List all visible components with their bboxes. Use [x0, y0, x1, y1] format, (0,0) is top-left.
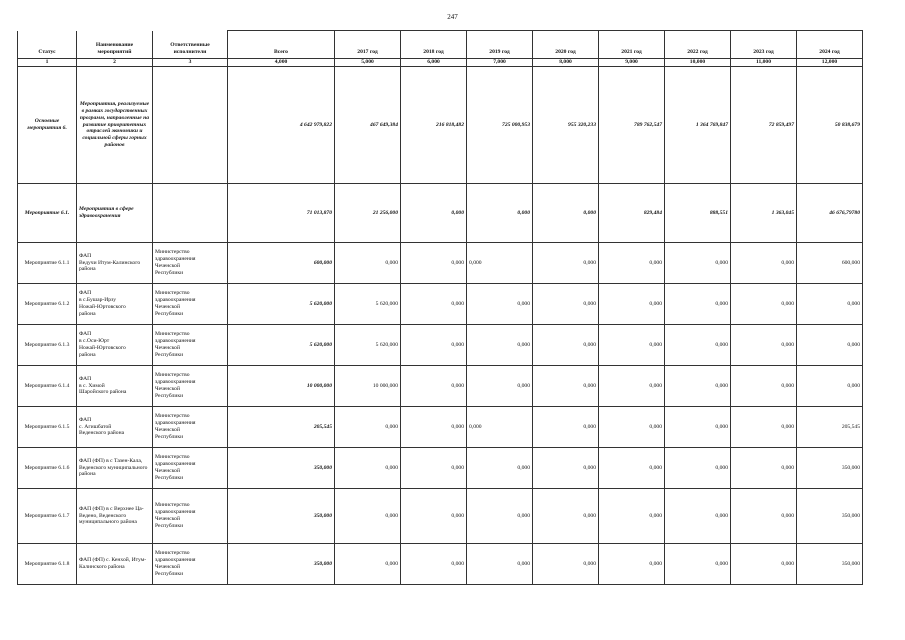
- header-year: 2022 год: [665, 31, 731, 59]
- column-number: 1: [18, 59, 77, 67]
- row-name: ФАП (ФП) в с Тазен-Кала, Веденского муниципального района: [77, 448, 153, 489]
- header-row: [18, 31, 863, 59]
- header-total: Всего: [228, 31, 335, 59]
- row-value: 0,000: [401, 448, 467, 489]
- row-status: Мероприятие 6.1.5: [18, 407, 77, 448]
- table-row: [18, 407, 863, 448]
- header-name: Наименование мероприятий: [77, 31, 153, 59]
- row-value: 955 320,233: [533, 67, 599, 184]
- row-value: 1 363,045: [731, 184, 797, 243]
- row-value: 350,000: [797, 489, 863, 544]
- table-row: [18, 284, 863, 325]
- row-value: 5 620,000: [335, 284, 401, 325]
- row-value: 50 838,679: [797, 67, 863, 184]
- row-status: Мероприятие 6.1.: [18, 184, 77, 243]
- row-name: ФАП (ФП) в с Верхнее Ца- Ведено, Веденского муниципального района: [77, 489, 153, 544]
- row-total: 71 013,870: [228, 184, 335, 243]
- row-name: ФАП (ФП) с. Кенхой, Итум-Калинского района: [77, 544, 153, 585]
- row-value: 350,000: [797, 544, 863, 585]
- row-value: 0,000: [467, 489, 533, 544]
- row-value: 0,000: [533, 184, 599, 243]
- row-value: 0,000: [599, 284, 665, 325]
- row-name: ФАП в с.Оси-Юрт Ножай-Юртовского района: [77, 325, 153, 366]
- row-value: 0,000: [401, 325, 467, 366]
- row-value: 0,000: [401, 243, 467, 284]
- row-value: 46 676,79780: [797, 184, 863, 243]
- row-value: 0,000: [335, 544, 401, 585]
- row-status: Мероприятие 6.1.4: [18, 366, 77, 407]
- row-value: 0,000: [467, 243, 533, 284]
- row-executors: Министерство здравоохранения Чеченской Республики: [153, 243, 228, 284]
- table-row: [18, 184, 863, 243]
- row-executors: Министерство здравоохранения Чеченской Республики: [153, 489, 228, 544]
- row-value: 0,000: [533, 544, 599, 585]
- column-number: 6,000: [401, 59, 467, 67]
- row-value: 0,000: [533, 284, 599, 325]
- row-total: 10 000,000: [228, 366, 335, 407]
- column-number: 11,000: [731, 59, 797, 67]
- row-value: 216 818,482: [401, 67, 467, 184]
- row-value: 0,000: [335, 407, 401, 448]
- row-value: 0,000: [533, 448, 599, 489]
- row-value: 72 859,497: [731, 67, 797, 184]
- row-value: 0,000: [731, 284, 797, 325]
- column-number: 7,000: [467, 59, 533, 67]
- row-executors: Министерство здравоохранения Чеченской Республики: [153, 366, 228, 407]
- header-executors: Ответственные исполнители: [153, 31, 228, 59]
- row-value: 0,000: [731, 407, 797, 448]
- row-value: 0,000: [335, 448, 401, 489]
- row-total: 350,000: [228, 489, 335, 544]
- column-number: 4,000: [228, 59, 335, 67]
- row-value: 725 000,953: [467, 67, 533, 184]
- table-row: [18, 544, 863, 585]
- row-status: Мероприятие 6.1.8: [18, 544, 77, 585]
- header-year: 2024 год: [797, 31, 863, 59]
- row-value: 0,000: [401, 366, 467, 407]
- row-value: 10 000,000: [335, 366, 401, 407]
- column-number: 2: [77, 59, 153, 67]
- row-value: 0,000: [797, 366, 863, 407]
- row-value: 205,545: [797, 407, 863, 448]
- header-year: 2021 год: [599, 31, 665, 59]
- column-number-row: [18, 59, 863, 67]
- header-year: 2020 год: [533, 31, 599, 59]
- row-value: 0,000: [731, 448, 797, 489]
- row-value: 0,000: [533, 243, 599, 284]
- row-total: 4 642 979,822: [228, 67, 335, 184]
- row-executors: [153, 67, 228, 184]
- row-value: 0,000: [731, 325, 797, 366]
- row-value: 0,000: [401, 184, 467, 243]
- row-value: 0,000: [599, 448, 665, 489]
- budget-table: [17, 30, 863, 585]
- row-value: 0,000: [533, 325, 599, 366]
- row-executors: Министерство здравоохранения Чеченской Республики: [153, 325, 228, 366]
- row-total: 350,000: [228, 544, 335, 585]
- row-value: 0,000: [731, 243, 797, 284]
- table-row: [18, 325, 863, 366]
- row-status: Мероприятие 6.1.6: [18, 448, 77, 489]
- header-year: 2019 год: [467, 31, 533, 59]
- row-value: 0,000: [797, 284, 863, 325]
- row-value: 0,000: [599, 544, 665, 585]
- page-number: 247: [447, 13, 458, 21]
- row-name: ФАП с. Агишбатой Веденского района: [77, 407, 153, 448]
- column-number: 9,000: [599, 59, 665, 67]
- row-status: Мероприятие 6.1.1: [18, 243, 77, 284]
- row-total: 350,000: [228, 448, 335, 489]
- row-value: 0,000: [533, 366, 599, 407]
- row-value: 0,000: [335, 489, 401, 544]
- row-value: 888,551: [665, 184, 731, 243]
- row-value: 0,000: [467, 448, 533, 489]
- row-executors: Министерство здравоохранения Чеченской Республики: [153, 448, 228, 489]
- table-row: [18, 366, 863, 407]
- row-value: 0,000: [599, 407, 665, 448]
- row-value: 0,000: [665, 366, 731, 407]
- row-value: 0,000: [467, 325, 533, 366]
- row-value: 0,000: [665, 448, 731, 489]
- column-number: 10,000: [665, 59, 731, 67]
- row-status: Мероприятие 6.1.3: [18, 325, 77, 366]
- row-value: 21 256,000: [335, 184, 401, 243]
- row-value: 829,484: [599, 184, 665, 243]
- row-value: 0,000: [731, 366, 797, 407]
- row-value: 0,000: [467, 544, 533, 585]
- header-year: 2023 год: [731, 31, 797, 59]
- row-executors: Министерство здравоохранения Чеченской Республики: [153, 544, 228, 585]
- header-year: 2018 год: [401, 31, 467, 59]
- row-total: 5 620,000: [228, 325, 335, 366]
- table-row: [18, 448, 863, 489]
- row-value: 0,000: [665, 284, 731, 325]
- row-executors: Министерство здравоохранения Чеченской Республики: [153, 407, 228, 448]
- row-value: 0,000: [467, 184, 533, 243]
- row-name: ФАП в с. Химой Шаройского района: [77, 366, 153, 407]
- row-value: 0,000: [665, 544, 731, 585]
- row-value: 0,000: [533, 489, 599, 544]
- row-status: Мероприятие 6.1.2: [18, 284, 77, 325]
- row-value: 0,000: [401, 489, 467, 544]
- column-number: 8,000: [533, 59, 599, 67]
- column-number: 5,000: [335, 59, 401, 67]
- row-value: 0,000: [467, 284, 533, 325]
- row-name: Мероприятия в сфере здравоохранения: [77, 184, 153, 243]
- table-row: [18, 67, 863, 184]
- row-value: 0,000: [797, 325, 863, 366]
- row-value: 600,000: [797, 243, 863, 284]
- row-value: 0,000: [599, 243, 665, 284]
- row-total: 600,000: [228, 243, 335, 284]
- row-value: 5 620,000: [335, 325, 401, 366]
- row-value: 0,000: [533, 407, 599, 448]
- row-value: 0,000: [665, 325, 731, 366]
- row-executors: Министерство здравоохранения Чеченской Республики: [153, 284, 228, 325]
- row-value: 467 649,384: [335, 67, 401, 184]
- row-value: 0,000: [599, 489, 665, 544]
- column-number: 3: [153, 59, 228, 67]
- row-value: 0,000: [665, 407, 731, 448]
- row-value: 0,000: [599, 366, 665, 407]
- column-number: 12,000: [797, 59, 863, 67]
- row-value: 0,000: [665, 243, 731, 284]
- row-value: 0,000: [335, 243, 401, 284]
- table-row: [18, 489, 863, 544]
- row-name: Мероприятия, реализуемые в рамках государственных программ, направленные на развитие приоритетных отраслей экономики и социальной сферы горных районов: [77, 67, 153, 184]
- row-total: 5 620,000: [228, 284, 335, 325]
- row-value: 350,000: [797, 448, 863, 489]
- row-value: 0,000: [665, 489, 731, 544]
- header-status: Статус: [18, 31, 77, 59]
- row-total: 205,545: [228, 407, 335, 448]
- header-year: 2017 год: [335, 31, 401, 59]
- row-value: 0,000: [401, 407, 467, 448]
- row-value: 0,000: [467, 366, 533, 407]
- row-value: 0,000: [731, 489, 797, 544]
- row-value: 0,000: [401, 284, 467, 325]
- row-value: 0,000: [401, 544, 467, 585]
- row-status: Мероприятие 6.1.7: [18, 489, 77, 544]
- row-status: Основные мероприятия 6.: [18, 67, 77, 184]
- row-name: ФАП в с.Бушар-Ирзу Ножай-Юртовского района: [77, 284, 153, 325]
- row-value: 789 762,547: [599, 67, 665, 184]
- row-executors: [153, 184, 228, 243]
- row-value: 0,000: [467, 407, 533, 448]
- table-row: [18, 243, 863, 284]
- row-value: 1 364 769,847: [665, 67, 731, 184]
- row-name: ФАП Ведучи Итум-Калинского района: [77, 243, 153, 284]
- row-value: 0,000: [599, 325, 665, 366]
- row-value: 0,000: [731, 544, 797, 585]
